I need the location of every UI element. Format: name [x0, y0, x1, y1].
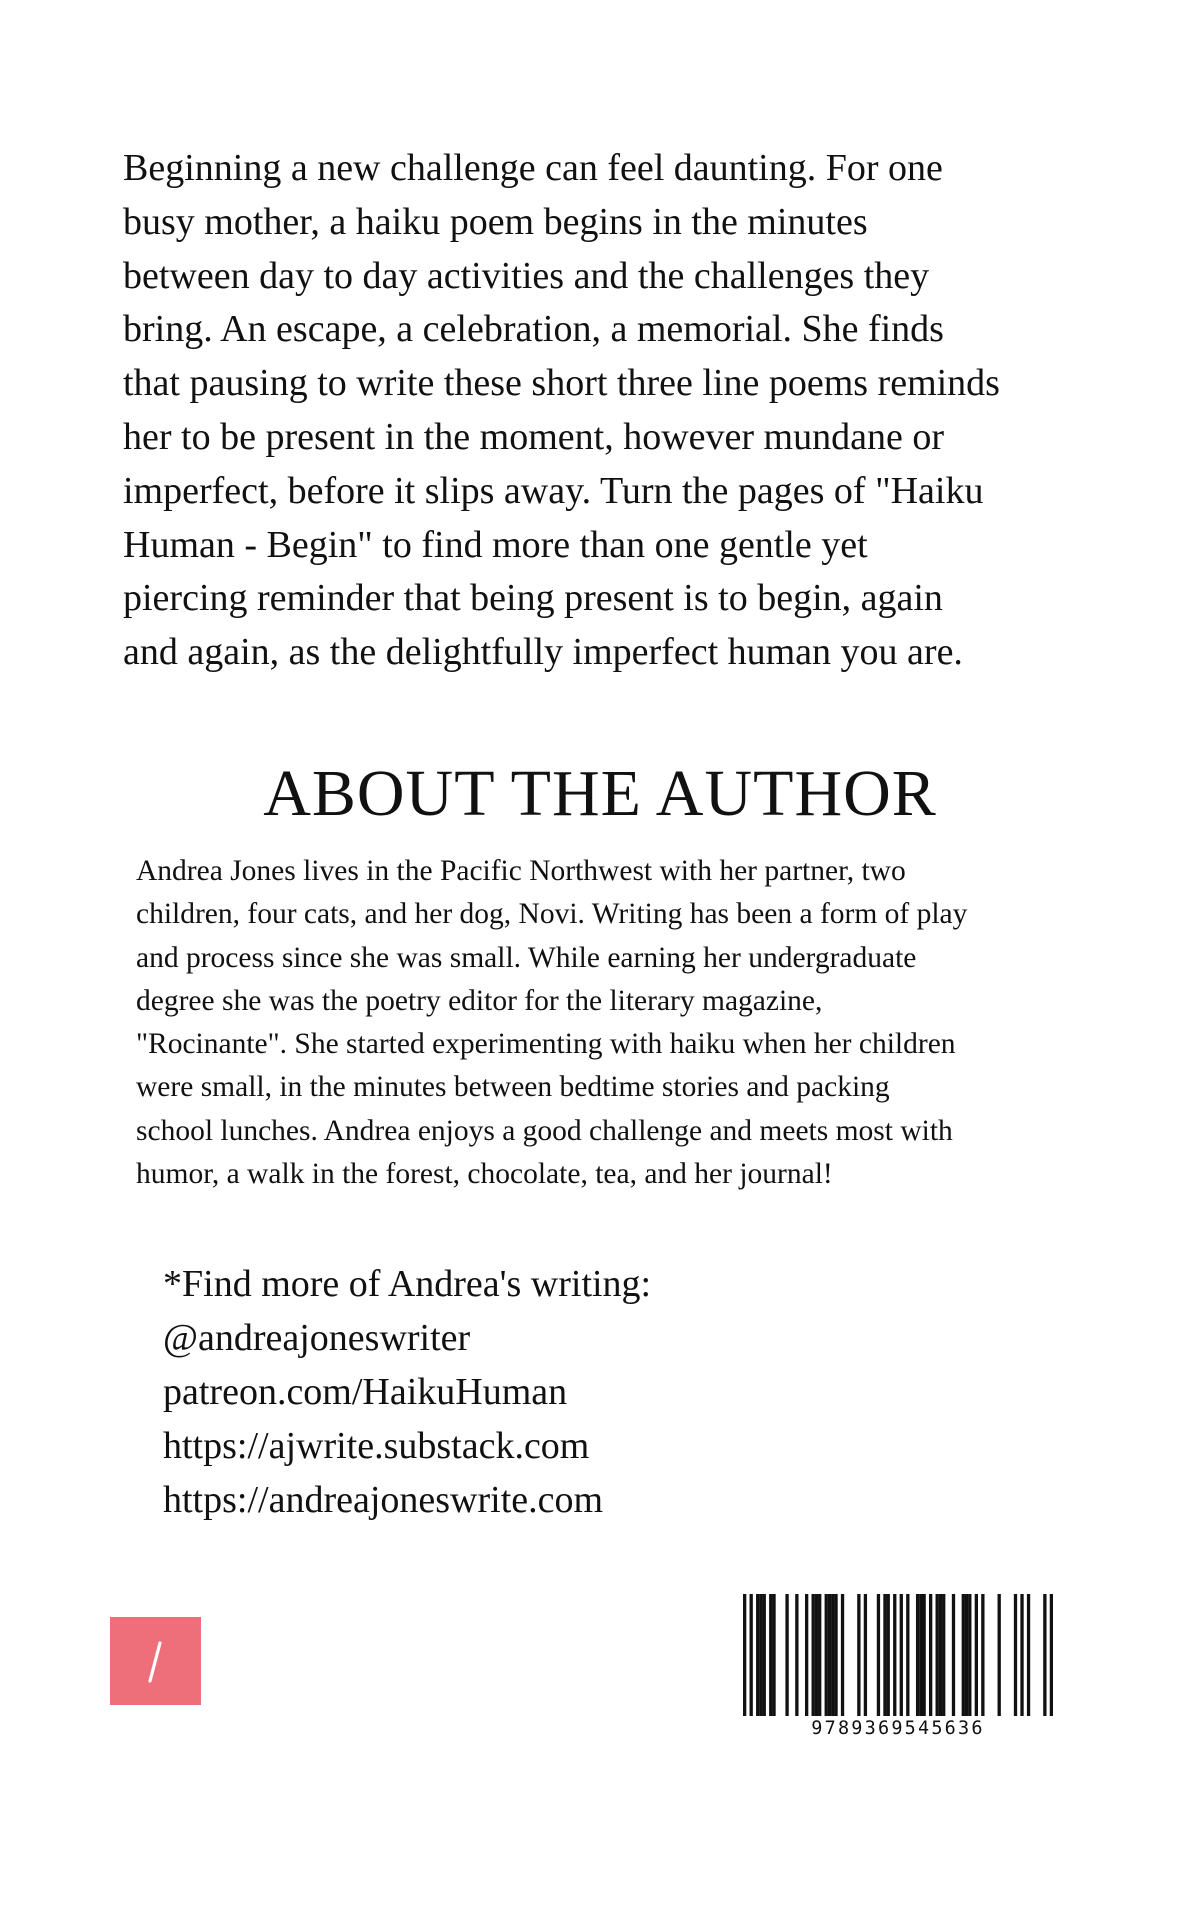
- barcode-bar: [981, 1594, 984, 1716]
- barcode-bar: [942, 1594, 945, 1716]
- barcode-bar: [818, 1594, 821, 1716]
- barcode-bar: [825, 1594, 828, 1716]
- barcode-bar: [922, 1594, 925, 1716]
- barcode-bar: [812, 1594, 815, 1716]
- patreon-link: patreon.com/HaikuHuman: [163, 1371, 568, 1413]
- back-cover-blurb: Beginning a new challenge can feel daunting. For one busy mother, a haiku poem begins in the minutes between day to day activities and the challenges they bring. An escape, a celebration, a memorial. She finds that pausing to write these short three line poems reminds her to be present in the moment, however mundane or imperfect, before it slips away. Turn the pages of "Haiku Human - Begin" to find more than one gentle yet piercing reminder that being present is to begin, again and again, as the delightfully imperfect human you are.: [123, 147, 1000, 674]
- slash-logo-icon: [110, 1617, 201, 1705]
- barcode-bar: [883, 1594, 886, 1716]
- barcode-bar: [756, 1594, 759, 1716]
- barcode-bar: [962, 1594, 965, 1716]
- barcode-bar: [1027, 1594, 1030, 1716]
- about-author-heading: ABOUT THE AUTHOR: [263, 757, 937, 830]
- barcode-bar: [968, 1594, 971, 1716]
- barcode-bar: [815, 1594, 818, 1716]
- barcode-bar: [769, 1594, 772, 1716]
- isbn-number: 9789369545636: [811, 1718, 985, 1739]
- barcode-bar: [998, 1594, 1001, 1716]
- website-link: https://andreajoneswrite.com: [163, 1479, 604, 1521]
- barcode-bar: [900, 1594, 903, 1716]
- barcode-bar: [1050, 1594, 1053, 1716]
- author-links: [163, 1257, 651, 1527]
- barcode-bar: [828, 1594, 831, 1716]
- isbn-barcode: [743, 1594, 1053, 1739]
- barcode-bar: [893, 1594, 896, 1716]
- barcode-bar: [887, 1594, 890, 1716]
- barcode-bar: [834, 1594, 837, 1716]
- barcode-bar: [1020, 1594, 1023, 1716]
- barcode-bar: [965, 1594, 968, 1716]
- barcode-bar: [759, 1594, 762, 1716]
- barcode-bar: [939, 1594, 942, 1716]
- barcode-bar: [975, 1594, 978, 1716]
- author-bio: Andrea Jones lives in the Pacific Northwest with her partner, two children, four cats, and her dog, Novi. Writing has been a form of play and process since she was small. While earning her undergraduate degree she was the poetry editor for the literary magazine, "Rocinante". She started experimenting with haiku when her children were small, in the minutes between bedtime stories and packing school lunches. Andrea enjoys a good challenge and meets most with humor, a walk in the forest, chocolate, tea, and her journal!: [136, 855, 968, 1191]
- links-intro: *Find more of Andrea's writing:: [163, 1263, 652, 1305]
- barcode-bar: [785, 1594, 788, 1716]
- barcode-bar: [929, 1594, 932, 1716]
- barcode-bar: [763, 1594, 766, 1716]
- barcode-bar: [877, 1594, 880, 1716]
- barcode-bar: [743, 1594, 746, 1716]
- barcode-bar: [841, 1594, 844, 1716]
- barcode-bar: [750, 1594, 753, 1716]
- barcode-bar: [831, 1594, 834, 1716]
- barcode-bar: [906, 1594, 909, 1716]
- barcode-bar: [916, 1594, 919, 1716]
- publisher-logo: [110, 1617, 201, 1705]
- barcode-bar: [772, 1594, 775, 1716]
- barcode-bars: [743, 1594, 1053, 1716]
- substack-link: https://ajwrite.substack.com: [163, 1425, 590, 1467]
- barcode-bar: [936, 1594, 939, 1716]
- barcode-bar: [952, 1594, 955, 1716]
- barcode-bar: [919, 1594, 922, 1716]
- barcode-bar: [1043, 1594, 1046, 1716]
- barcode-bar: [795, 1594, 798, 1716]
- barcode-bar: [1014, 1594, 1017, 1716]
- social-handle: @andreajoneswriter: [163, 1317, 471, 1359]
- barcode-bar: [805, 1594, 808, 1716]
- barcode-bar: [857, 1594, 860, 1716]
- barcode-bar: [864, 1594, 867, 1716]
